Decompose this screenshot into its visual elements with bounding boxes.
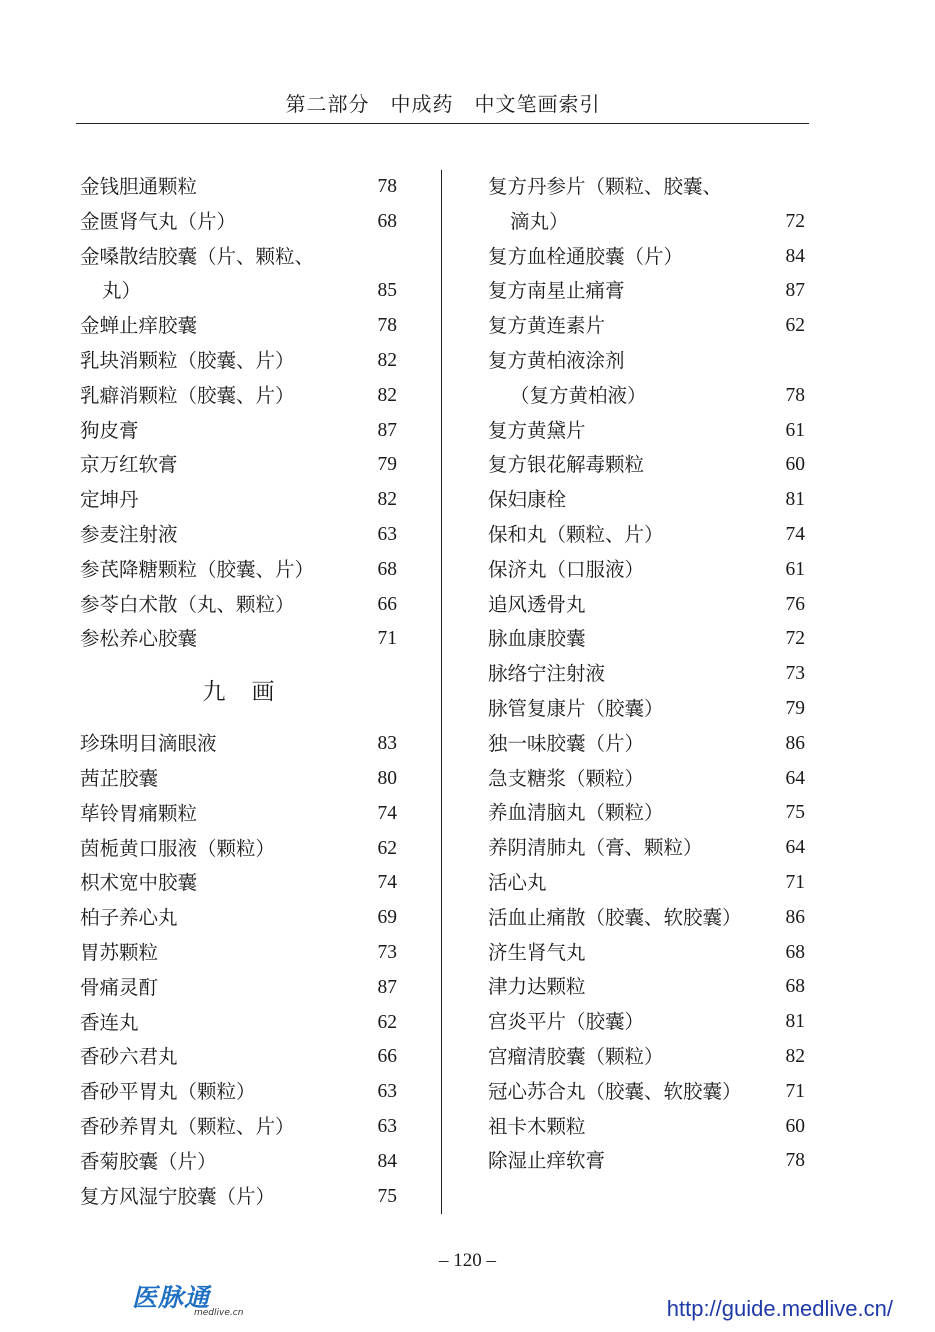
entry-name <box>488 692 805 727</box>
index-entry <box>80 1110 397 1145</box>
entry-name <box>488 274 805 309</box>
index-entry <box>80 762 397 797</box>
entry-name <box>80 727 397 762</box>
entry-text: 活心丸 <box>488 870 547 894</box>
index-entry <box>488 274 805 309</box>
index-entry <box>488 1110 805 1145</box>
index-entry <box>488 1144 805 1179</box>
entry-page-number: 68 <box>377 210 397 232</box>
entry-page-number: 61 <box>785 558 805 580</box>
entry-text: 胃苏颗粒 <box>80 940 159 964</box>
entry-page-number: 71 <box>377 628 397 650</box>
column-divider <box>441 170 442 1214</box>
index-entry <box>488 622 805 657</box>
index-entry <box>80 205 397 240</box>
entry-text: 京万红软膏 <box>80 453 178 477</box>
entry-text: 参苓白术散（丸、颗粒） <box>80 592 295 616</box>
entry-name: 复方丹参片（颗粒、胶囊、 <box>488 175 723 198</box>
entry-text: 复方黄黛片 <box>488 418 586 442</box>
entry-name <box>80 1145 397 1180</box>
index-entry <box>80 588 397 623</box>
entry-name <box>488 657 805 692</box>
entry-name <box>488 483 805 518</box>
entry-text: 参芪降糖颗粒（胶囊、片） <box>80 557 315 581</box>
entry-name <box>488 1005 805 1040</box>
index-entry <box>488 727 805 762</box>
entry-text: 津力达颗粒 <box>488 975 586 999</box>
entry-name <box>80 762 397 797</box>
entry-name <box>488 727 805 762</box>
entry-page-number: 66 <box>377 593 397 615</box>
entry-text: 乳块消颗粒（胶囊、片） <box>80 348 295 372</box>
entry-name <box>488 553 805 588</box>
entry-name <box>80 518 397 553</box>
entry-name <box>80 1180 397 1215</box>
index-entry <box>80 622 397 657</box>
index-entry <box>80 518 397 553</box>
entry-text: 祖卡木颗粒 <box>488 1114 586 1138</box>
entry-name: 复方黄柏液涂剂 <box>488 348 625 372</box>
entry-page-number: 68 <box>785 976 805 998</box>
entry-name <box>488 866 805 901</box>
entry-name <box>80 1006 397 1041</box>
entry-name <box>488 762 805 797</box>
index-entry <box>80 309 397 344</box>
entry-name <box>488 1144 805 1179</box>
index-entry <box>80 936 397 971</box>
index-entry <box>488 796 805 831</box>
entry-text: 冠心苏合丸（胶囊、软胶囊） <box>488 1079 742 1103</box>
entry-text: 济生肾气丸 <box>488 940 586 964</box>
entry-name <box>488 936 805 971</box>
index-entry <box>488 309 805 344</box>
entry-name <box>488 588 805 623</box>
entry-page-number: 78 <box>785 384 805 406</box>
entry-name <box>488 240 805 275</box>
section-heading-nine-strokes: 九画 <box>202 679 301 706</box>
entry-page-number: 66 <box>377 1046 397 1068</box>
entry-page-number: 61 <box>785 419 805 441</box>
entry-text: 复方银花解毒颗粒 <box>488 453 645 477</box>
index-entry <box>80 1145 397 1180</box>
entry-text: 追风透骨丸 <box>488 592 586 616</box>
entry-name <box>80 832 397 867</box>
entry-page-number: 75 <box>785 802 805 824</box>
index-entry <box>488 518 805 553</box>
index-entry <box>80 797 397 832</box>
entry-text: 脉络宁注射液 <box>488 662 606 686</box>
entry-page-number: 79 <box>785 697 805 719</box>
entry-text: 香砂六君丸 <box>80 1045 178 1069</box>
index-entry <box>488 657 805 692</box>
entry-name <box>488 1040 805 1075</box>
entry-name-continued <box>488 205 805 240</box>
entry-name <box>80 170 397 205</box>
entry-text: 脉管复康片（胶囊） <box>488 696 664 720</box>
entry-page-number: 78 <box>377 176 397 197</box>
entry-name-continued <box>80 274 397 309</box>
entry-name-continued <box>488 379 805 414</box>
entry-text: 丸） <box>102 279 142 303</box>
index-entry <box>80 448 397 483</box>
entry-page-number: 80 <box>377 767 397 789</box>
entry-name <box>488 1075 805 1110</box>
entry-page-number: 86 <box>785 732 805 754</box>
index-column-left <box>80 170 397 1214</box>
index-entry <box>80 483 397 518</box>
entry-name <box>80 205 397 240</box>
entry-name: 金嗓散结胶囊（片、颗粒、 <box>80 244 315 268</box>
entry-name <box>488 309 805 344</box>
index-entry <box>488 448 805 483</box>
entry-name <box>488 518 805 553</box>
entry-text: 滴丸） <box>510 209 569 233</box>
index-entry <box>80 414 397 449</box>
entry-name <box>488 901 805 936</box>
index-entry <box>80 553 397 588</box>
entry-text: 除湿止痒软膏 <box>488 1149 606 1173</box>
entry-name <box>80 866 397 901</box>
entry-page-number: 84 <box>377 1150 397 1172</box>
entry-text: 乳癖消颗粒（胶囊、片） <box>80 383 295 407</box>
entry-text: 柏子养心丸 <box>80 906 178 930</box>
entry-name <box>80 553 397 588</box>
index-entry <box>488 483 805 518</box>
entry-text: 香菊胶囊（片） <box>80 1149 217 1173</box>
source-url-link[interactable]: http://guide.medlive.cn/ <box>666 1296 893 1321</box>
index-list-nine-strokes <box>80 727 397 1214</box>
entry-name <box>488 1110 805 1145</box>
index-entry <box>488 831 805 866</box>
index-entry <box>488 1075 805 1110</box>
entry-text: 复方血栓通胶囊（片） <box>488 244 684 268</box>
entry-page-number: 73 <box>377 941 397 963</box>
entry-page-number: 75 <box>377 1185 397 1207</box>
entry-name <box>488 796 805 831</box>
entry-text: 参松养心胶囊 <box>80 627 198 651</box>
entry-name <box>80 622 397 657</box>
index-entry <box>488 240 805 275</box>
entry-page-number: 64 <box>785 767 805 789</box>
entry-page-number: 62 <box>377 1011 397 1033</box>
entry-page-number: 81 <box>785 1011 805 1033</box>
entry-text: 狗皮膏 <box>80 418 139 442</box>
index-entry <box>80 832 397 867</box>
index-entry <box>488 692 805 727</box>
index-list-right <box>488 170 805 1179</box>
entry-text: 茵栀黄口服液（颗粒） <box>80 836 276 860</box>
index-entry <box>80 240 397 310</box>
entry-page-number: 82 <box>785 1045 805 1067</box>
index-entry <box>488 970 805 1005</box>
index-entry <box>80 1006 397 1041</box>
entry-page-number: 78 <box>785 1150 805 1172</box>
index-entry <box>488 762 805 797</box>
entry-page-number: 78 <box>377 315 397 337</box>
entry-page-number: 82 <box>377 349 397 371</box>
entry-page-number: 85 <box>377 280 397 302</box>
entry-name <box>488 448 805 483</box>
entry-text: 保妇康栓 <box>488 488 567 512</box>
index-entry <box>80 866 397 901</box>
index-entry <box>80 344 397 379</box>
entry-text: 脉血康胶囊 <box>488 627 586 651</box>
index-entry <box>80 379 397 414</box>
entry-name <box>80 483 397 518</box>
entry-page-number: 63 <box>377 1115 397 1137</box>
index-entry <box>488 1005 805 1040</box>
entry-page-number: 74 <box>785 523 805 545</box>
index-entry <box>488 414 805 449</box>
entry-text: （复方黄柏液） <box>510 383 647 407</box>
entry-name <box>488 414 805 449</box>
index-entry <box>488 866 805 901</box>
entry-text: 香砂平胃丸（颗粒） <box>80 1080 256 1104</box>
entry-text: 复方南星止痛膏 <box>488 279 625 303</box>
entry-page-number: 87 <box>377 419 397 441</box>
entry-text: 复方风湿宁胶囊（片） <box>80 1184 276 1208</box>
entry-text: 宫炎平片（胶囊） <box>488 1010 645 1034</box>
entry-text: 养血清脑丸（颗粒） <box>488 801 664 825</box>
entry-page-number: 84 <box>785 245 805 267</box>
entry-page-number: 86 <box>785 906 805 928</box>
entry-page-number: 68 <box>377 558 397 580</box>
entry-page-number: 69 <box>377 907 397 929</box>
entry-page-number: 81 <box>785 489 805 511</box>
entry-name <box>80 1040 397 1075</box>
entry-text: 金钱胆通颗粒 <box>80 175 198 198</box>
entry-page-number: 87 <box>785 280 805 302</box>
entry-name <box>80 588 397 623</box>
entry-text: 保和丸（颗粒、片） <box>488 522 664 546</box>
entry-page-number: 62 <box>785 315 805 337</box>
entry-text: 香连丸 <box>80 1010 139 1034</box>
index-entry <box>488 170 805 240</box>
index-entry <box>488 1040 805 1075</box>
index-entry <box>80 901 397 936</box>
entry-page-number: 74 <box>377 872 397 894</box>
entry-page-number: 60 <box>785 1115 805 1137</box>
entry-page-number: 76 <box>785 593 805 615</box>
entry-page-number: 60 <box>785 454 805 476</box>
entry-text: 金蝉止痒胶囊 <box>80 314 198 338</box>
index-entry <box>80 971 397 1006</box>
entry-text: 骨痛灵酊 <box>80 975 159 999</box>
entry-page-number: 71 <box>785 871 805 893</box>
entry-text: 保济丸（口服液） <box>488 557 645 581</box>
entry-page-number: 63 <box>377 1081 397 1103</box>
entry-name <box>80 448 397 483</box>
index-entry <box>80 727 397 762</box>
entry-text: 定坤丹 <box>80 488 139 512</box>
entry-name <box>80 379 397 414</box>
entry-page-number: 64 <box>785 837 805 859</box>
entry-name <box>80 971 397 1006</box>
entry-text: 参麦注射液 <box>80 522 178 546</box>
entry-text: 茜芷胶囊 <box>80 766 159 790</box>
entry-page-number: 79 <box>377 454 397 476</box>
index-entry <box>488 344 805 414</box>
medlive-logo <box>132 1278 244 1318</box>
page-header-title: 第二部分 中成药 中文笔画索引 <box>285 92 601 116</box>
entry-text: 急支糖浆（颗粒） <box>488 766 645 790</box>
entry-text: 活血止痛散（胶囊、软胶囊） <box>488 905 742 929</box>
entry-page-number: 82 <box>377 384 397 406</box>
entry-name <box>80 309 397 344</box>
index-entry <box>80 1075 397 1110</box>
index-entry <box>488 588 805 623</box>
entry-page-number: 83 <box>377 733 397 755</box>
entry-page-number: 62 <box>377 837 397 859</box>
entry-name <box>80 936 397 971</box>
entry-page-number: 71 <box>785 1080 805 1102</box>
logo-text: 医脉通 <box>132 1283 211 1312</box>
entry-text: 独一味胶囊（片） <box>488 731 645 755</box>
entry-page-number: 68 <box>785 941 805 963</box>
index-column-right <box>488 170 805 1179</box>
entry-name <box>80 797 397 832</box>
index-entry <box>80 1040 397 1075</box>
entry-page-number: 63 <box>377 523 397 545</box>
entry-page-number: 72 <box>785 210 805 232</box>
entry-text: 荜铃胃痛颗粒 <box>80 801 198 825</box>
entry-page-number: 72 <box>785 628 805 650</box>
entry-text: 复方黄连素片 <box>488 314 606 338</box>
header-divider <box>76 123 809 124</box>
index-entry <box>488 901 805 936</box>
entry-name <box>80 344 397 379</box>
index-list-eight-strokes <box>80 170 397 657</box>
entry-name <box>80 1075 397 1110</box>
logo-subtext: medlive.cn <box>194 1308 244 1318</box>
entry-name <box>488 622 805 657</box>
entry-text: 宫瘤清胶囊（颗粒） <box>488 1044 664 1068</box>
entry-name <box>488 970 805 1005</box>
entry-text: 枳术宽中胶囊 <box>80 871 198 895</box>
entry-name <box>80 901 397 936</box>
entry-name <box>488 831 805 866</box>
index-entry <box>80 170 397 205</box>
entry-page-number: 82 <box>377 489 397 511</box>
entry-page-number: 74 <box>377 802 397 824</box>
entry-text: 养阴清肺丸（膏、颗粒） <box>488 836 703 860</box>
entry-page-number: 73 <box>785 663 805 685</box>
index-entry <box>488 553 805 588</box>
page-number: – 120 – <box>439 1250 496 1271</box>
entry-text: 香砂养胃丸（颗粒、片） <box>80 1114 295 1138</box>
entry-name <box>80 1110 397 1145</box>
entry-name <box>80 414 397 449</box>
entry-text: 珍珠明目滴眼液 <box>80 732 217 756</box>
index-entry <box>488 936 805 971</box>
index-entry <box>80 1180 397 1215</box>
entry-text: 金匮肾气丸（片） <box>80 209 237 233</box>
entry-page-number: 87 <box>377 976 397 998</box>
